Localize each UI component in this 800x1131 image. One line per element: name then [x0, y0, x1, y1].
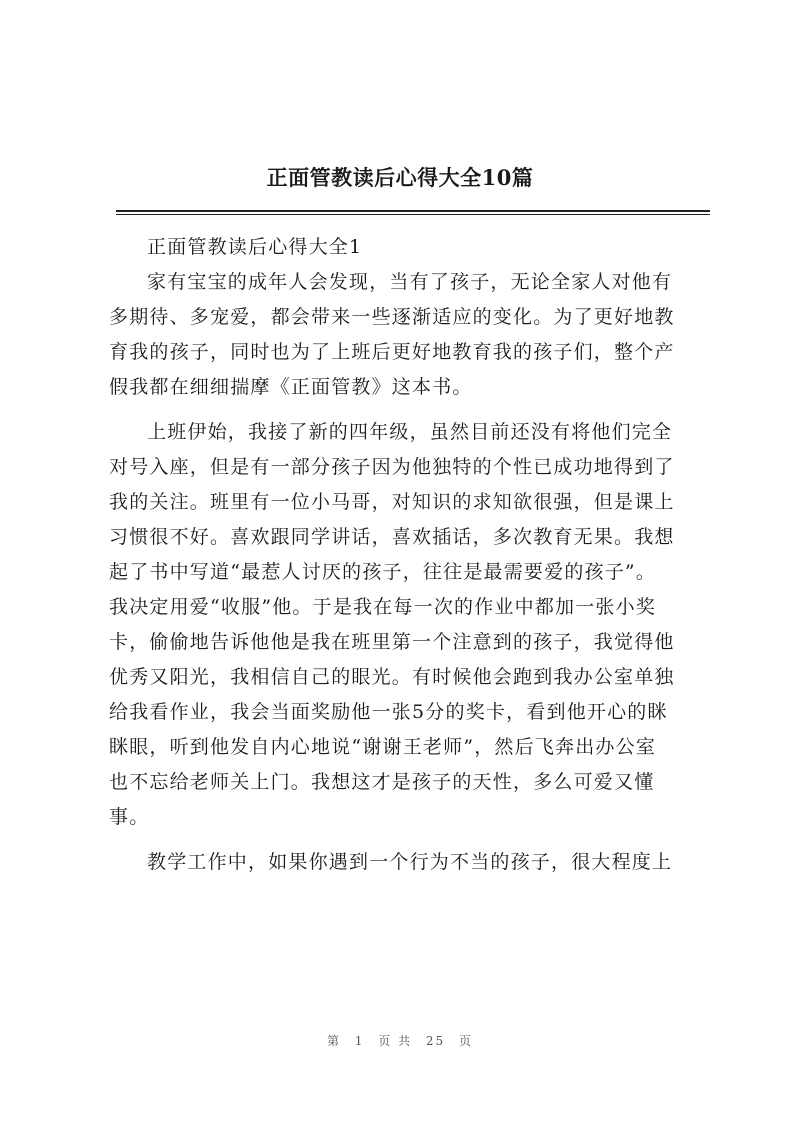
document-title: 正面管教读后心得大全10篇: [266, 165, 534, 190]
title-underline: [116, 210, 710, 212]
title-underline-thin: [116, 214, 710, 215]
paragraph-line: 假我都在细细揣摩《正面管教》这本书。: [109, 376, 473, 398]
paragraph-line: 眯眼，听到他发自内心地说“谢谢王老师”，然后飞奔出办公室: [109, 736, 657, 758]
footer-current-page: 1: [354, 1034, 365, 1048]
paragraph-line: 育我的孩子，同时也为了上班后更好地教育我的孩子们，整个产: [109, 341, 675, 363]
paragraph: [109, 845, 709, 880]
page-footer: [0, 1032, 800, 1049]
paragraph-line: 优秀又阳光，我相信自己的眼光。有时候他会跑到我办公室单独: [109, 666, 675, 688]
paragraph-line: 我的关注。班里有一位小马哥，对知识的求知欲很强，但是课上: [109, 491, 675, 513]
footer-suffix: 页: [459, 1034, 474, 1048]
paragraph-line: 卡，偷偷地告诉他他是我在班里第一个注意到的孩子，我觉得他: [109, 631, 675, 653]
paragraph-line: 起了书中写道“最惹人讨厌的孩子，往往是最需要爱的孩子”。: [109, 561, 657, 583]
footer-total-pages: 25: [425, 1034, 446, 1048]
paragraph-line: 对号入座，但是有一部分孩子因为他独特的个性已成功地得到了: [109, 456, 675, 478]
paragraph-line: 多期待、多宠爱，都会带来一些逐渐适应的变化。为了更好地教: [109, 306, 675, 328]
paragraph-line: 事。: [109, 806, 150, 828]
paragraph-line: 给我看作业，我会当面奖励他一张5分的奖卡，看到他开心的眯: [109, 701, 668, 723]
section-heading: 正面管教读后心得大全1: [147, 236, 363, 258]
paragraph-line: 教学工作中，如果你遇到一个行为不当的孩子，很大程度上: [147, 851, 673, 873]
paragraph-line: 也不忘给老师关上门。我想这才是孩子的天性，多么可爱又懂: [109, 771, 655, 793]
footer-prefix: 第: [326, 1034, 341, 1048]
paragraph-line: 习惯很不好。喜欢跟同学讲话，喜欢插话，多次教育无果。我想: [109, 526, 675, 548]
paragraph-line: 我决定用爱“收服”他。于是我在每一次的作业中都加一张小奖: [109, 596, 657, 618]
document-body: [109, 230, 709, 880]
paragraph-line: 上班伊始，我接了新的四年级，虽然目前还没有将他们完全: [147, 421, 673, 443]
paragraph-line: 家有宝宝的成年人会发现，当有了孩子，无论全家人对他有: [147, 271, 673, 293]
footer-middle: 页 共: [378, 1034, 413, 1048]
paragraph: [109, 265, 709, 405]
paragraph: [109, 415, 709, 835]
